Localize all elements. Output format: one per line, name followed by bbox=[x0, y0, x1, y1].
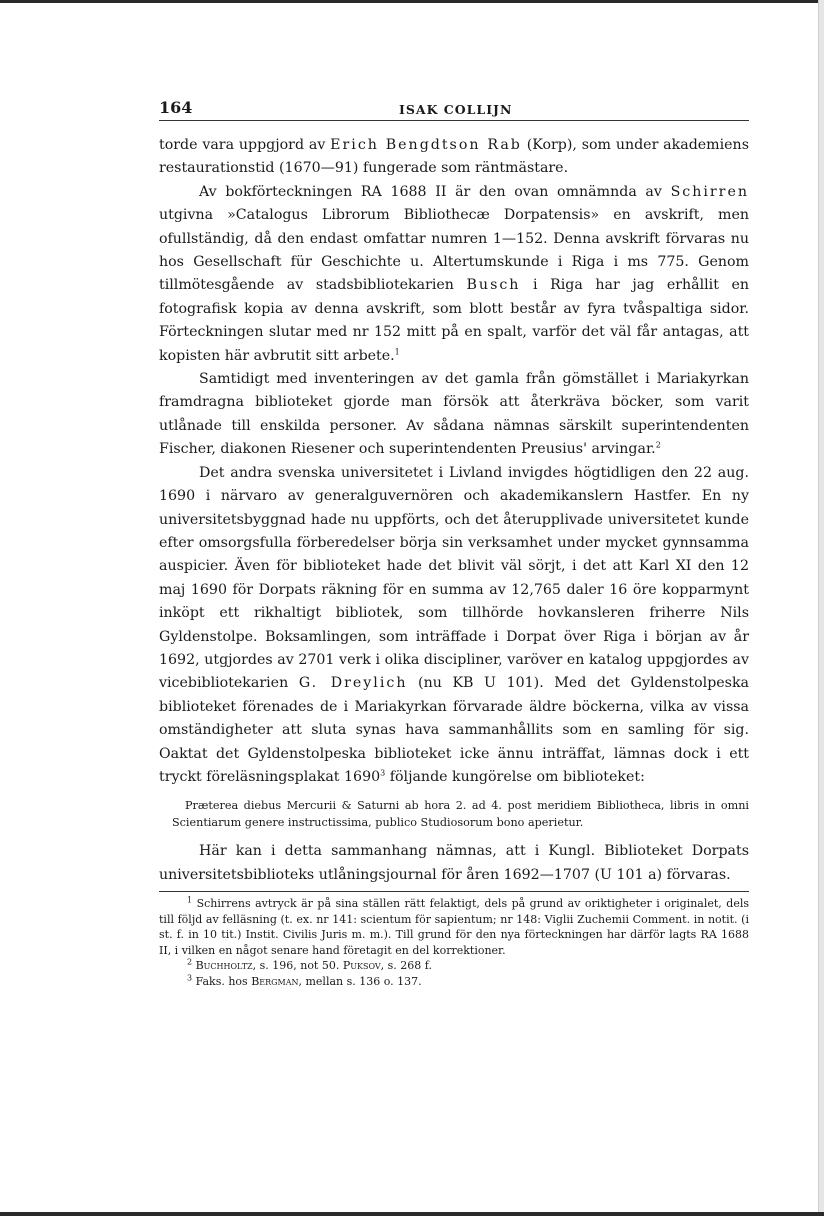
running-title: ISAK COLLIJN bbox=[399, 102, 513, 117]
footnote-2-text-a: , s. 196, not 50. bbox=[252, 959, 343, 973]
paragraph-2 bbox=[159, 181, 749, 368]
p2-text-b: utgivna »Catalogus Librorum Bibliothecæ Dorpatensis» en avskrift, men ofullständig, då den endast omfattar numren 1—152. Denna avskrift förvaras nu hos Gesellschaft für Geschichte u. Altertumskunde i Riga i ms 775. Genom tillmötesgående av stadsbibliotekarien bbox=[159, 207, 749, 294]
footnote-ref-3: 3 bbox=[380, 768, 386, 778]
footnotes bbox=[159, 891, 749, 989]
footnote-1 bbox=[159, 896, 749, 958]
footnote-2-text-b: , s. 268 f. bbox=[380, 959, 432, 973]
p4-name-dreylich: G. Dreylich bbox=[298, 675, 408, 692]
footnote-1-mark: 1 bbox=[187, 895, 193, 905]
page-number: 164 bbox=[159, 98, 193, 117]
p2-name-schirren: Schirren bbox=[670, 183, 749, 200]
p3-text-a: Samtidigt med inventeringen av det gamla från gömstället i Mariakyrkan framdragna biblioteket gjorde man försök att återkräva böcker, som varit utlånade till enskilda personer. Av sådana nämnas särskilt superintendenten Fischer, diakonen Riesener och superintendenten Preusius' arvingar. bbox=[159, 371, 749, 458]
latin-quotation: Præterea diebus Mercurii & Saturni ab hora 2. ad 4. post meridiem Bibliotheca, libris in omni Scientiarum genere instructissima, publico Studiosorum bono aperietur. bbox=[172, 799, 749, 830]
footnote-2-mark: 2 bbox=[187, 957, 193, 967]
scan-edge-bottom bbox=[0, 1212, 824, 1216]
scan-edge-top bbox=[0, 0, 824, 3]
p1-name-rab: Erich Bengdtson Rab bbox=[330, 137, 522, 153]
footnote-3-text-b: , mellan s. 136 o. 137. bbox=[298, 974, 422, 988]
paragraph-5: Här kan i detta sammanhang nämnas, att i Kungl. Biblioteket Dorpats universitetsbiblioteks utlåningsjournal för åren 1692—1707 (U 101 a) förvaras. bbox=[159, 843, 749, 883]
footnote-3 bbox=[159, 974, 749, 990]
paragraph-3 bbox=[159, 368, 749, 462]
footnote-1-text: Schirrens avtryck är på sina ställen rätt felaktigt, dels på grund av oriktigheter i originalet, dels till följd av felläsning (t. ex. nr 141: scientum för sapientum; nr 148: Viglii Zuchemii Comment. in notit. (i st. f. in 10 tit.) Instit. Civilis Juris m. m.). Till grund för den nya förteckningen har därför lagts RA 1688 II, i vilken en något senare hand företagit en del korrektioner. bbox=[159, 897, 749, 957]
p4-text-c: följande kungörelse om biblioteket: bbox=[385, 768, 645, 785]
footnote-3-author-bergman: Bergman bbox=[251, 974, 299, 988]
footnote-2 bbox=[159, 958, 749, 974]
scan-edge-right bbox=[818, 0, 824, 1216]
footnote-2-author-puksov: Puksov bbox=[342, 959, 381, 973]
p4-text-b: (nu KB U 101). Med det Gyldenstolpeska biblioteket förenades de i Mariakyrkan förvarade äldre böckerna, vilka av vissa omständigheter att sluta synas hava sammanhållits som en samling för sig. Oaktat det Gyldenstolpeska biblioteket icke ännu inträffat, lämnas dock i ett tryckt föreläsningsplakat 1690 bbox=[159, 675, 750, 785]
p2-name-busch: Busch bbox=[466, 277, 521, 294]
paragraph-1 bbox=[159, 134, 749, 181]
running-head bbox=[159, 96, 749, 121]
p4-text-a: Det andra svenska universitetet i Livland invigdes högtidligen den 22 aug. 1690 i närvaro av generalguvernören och akademikanslern Hastfer. En ny universitetsbyggnad hade nu uppförts, och det återupplivade universitetet kunde efter omsorgsfulla förberedelser börja sin verksamhet under mycket gynnsamma auspicier. Även för biblioteket hade det blivit väl sörjt, i det att Karl XI den 12 maj 1690 för Dorpats räkning för en summa av 12,765 daler 16 öre kopparmynt inköpt ett rikhaltigt bibliotek, som tillhörde hovkansleren friherre Nils Gyldenstolpe. Boksamlingen, som inträffade i Dorpat över Riga i början av år 1692, utgjordes av 2701 verk i olika discipliner, varöver en katalog uppgjordes av vicebibliotekarien bbox=[159, 464, 749, 692]
footnote-2-author-buchholtz: Buchholtz bbox=[195, 959, 253, 973]
body-text bbox=[159, 134, 749, 887]
book-page bbox=[159, 96, 749, 989]
p2-text-c: i Riga har jag erhållit en fotografisk kopia av denna avskrift, som blott består av fyra tvåspaltiga sidor. Förteckningen slutar med nr 152 mitt på en spalt, varför det väl får antagas, att kopisten här avbrutit sitt arbete. bbox=[159, 277, 749, 364]
footnote-3-mark: 3 bbox=[187, 973, 193, 983]
p1-text-a: torde vara uppgjord av bbox=[159, 137, 331, 153]
p1-text-b: (Korp), som under akademiens restaurationstid (1670—91) fungerade som räntmästare. bbox=[159, 137, 749, 177]
footnote-3-text-a: Faks. hos bbox=[192, 974, 252, 988]
footnote-ref-1: 1 bbox=[394, 346, 400, 356]
paragraph-4 bbox=[159, 462, 749, 790]
p2-text-a: Av bokförteckningen RA 1688 II är den ovan omnämnda av bbox=[199, 183, 671, 200]
footnote-ref-2: 2 bbox=[655, 440, 661, 450]
